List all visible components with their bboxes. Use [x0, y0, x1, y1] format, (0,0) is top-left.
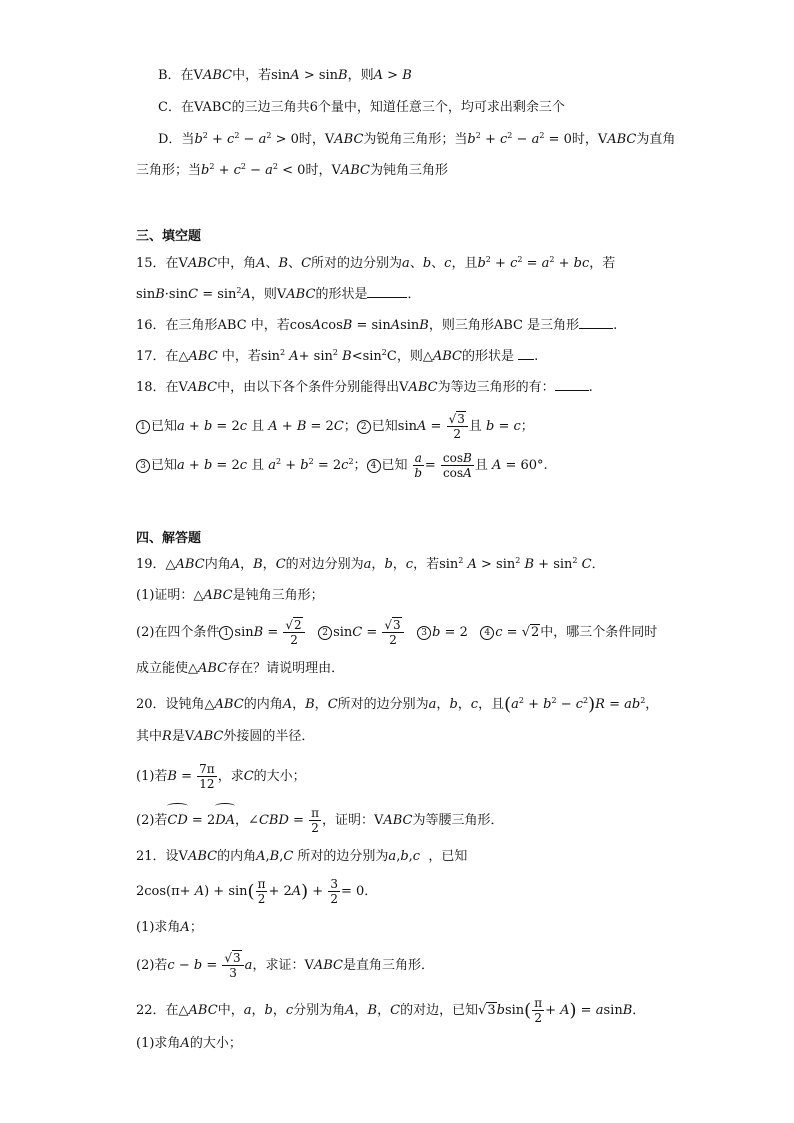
q19: 19．△ABC内角A，B，C的对边分别为a，b，c，若$\sin^2 A > \sin^2 B + \sin^2 C$． [136, 556, 605, 572]
answer-blank [518, 347, 534, 360]
option-d-line-2: 三角形；当$b^2 + c^2 - a^2 < 0$时，VABC为钝角三角形 [136, 162, 448, 178]
q16: 16．在三角形ABC 中，若cosAcosB = sinAsinB，则三角形ABC 是三角形 . [136, 318, 618, 333]
q22-part-1: (1)求角A的大小； [136, 1036, 242, 1051]
q19-part-2-line-2: 成立能使△ABC存在？请说明理由． [136, 661, 345, 676]
section-4-heading: 四、解答题 [136, 531, 202, 546]
q17: 17．在△ABC 中，若$\sin^2 A+ \sin^2 B<\sin^2C$，则△ABC的形状是 . [136, 348, 539, 364]
q15-line-1: 15．在VABC中，角A、B、C所对的边分别为a、b、c，且$b^2 + c^2 = a^2$ + bc，若 [136, 255, 616, 271]
q21-part-2: (2)若c − b = $\frac{√3}{3}$ a，求证：VABC是直角三角形． [136, 951, 434, 980]
option-b: B．在VABC中，若sinA > sinB，则A > B [158, 68, 412, 83]
option-c: C．在VABC的三边三角共6个量中，知道任意三个，均可求出剩余三个 [158, 100, 565, 115]
q20-part-1: (1)若B = $\frac{7\pi}{12}$ ，求C的大小； [136, 762, 306, 791]
q19-part-2-line-1: (2)在四个条件 1 sinB = $\frac{√2}{2}$ 2 sinC = $\frac{√3}{2}$ 3 b = 2 4 c = √2中，哪三个条件同时 [136, 618, 658, 647]
answer-blank [367, 285, 407, 298]
q18-conditions-1: 1 已知a + b = 2c 且 A + B = 2C； 2 已知sinA = $\frac{√3}{2}$ 且 b = c； [136, 412, 534, 442]
q18-conditions-2: 3 已知a + b = 2c 且 $a^2 + b^2 = 2c^2$； 4 已知 $\frac{a}{b}$ = $\frac{\cos B}{\cos A}$ 且 A = 60°. [136, 451, 548, 481]
q18: 18．在VABC中，由以下各个条件分别能得出VABC为等边三角形的有： . [136, 380, 593, 395]
q15-line-2: $\sin B\cdot\sin C = \sin^2A$，则VABC的形状是 ． [136, 286, 421, 302]
answer-blank [555, 378, 589, 391]
section-3-heading: 三、填空题 [136, 229, 202, 244]
option-d-line-1: D．当$b^2 + c^2 - a^2 > 0$时，VABC为锐角三角形；当$b^2 + c^2 - a^2 = 0$时，VABC为直角 [158, 131, 676, 147]
q22: 22．在△ABC中，a，b，c分别为角A，B，C的对边，已知√3bsin( $\frac{\pi}{2}$ + A) = asinB． [136, 996, 646, 1025]
q21-line-2: 2cos(π+ A) + sin( $\frac{\pi}{2}$ + 2A) + $\frac{3}{2}$ = 0． [136, 877, 378, 906]
q20-line-1: 20．设钝角△ABC的内角A，B，C所对的边分别为a，b，c，且$(a^2 + b^2 - c^2)R = ab^2$， [136, 694, 659, 715]
q21-line-1: 21．设VABC的内角A,B,C 所对的边分别为a,b,c ，已知 [136, 849, 468, 864]
q20-part-2: (2)若CD = 2DA，∠CBD = $\frac{\pi}{2}$ ，证明：VABC为等腰三角形． [136, 806, 504, 835]
q21-part-1: (1)求角A； [136, 920, 203, 935]
q19-part-1: (1)证明：△ABC是钝角三角形； [136, 588, 324, 603]
answer-blank [579, 316, 613, 329]
q20-line-2: 其中R是VABC外接圆的半径． [136, 729, 315, 744]
